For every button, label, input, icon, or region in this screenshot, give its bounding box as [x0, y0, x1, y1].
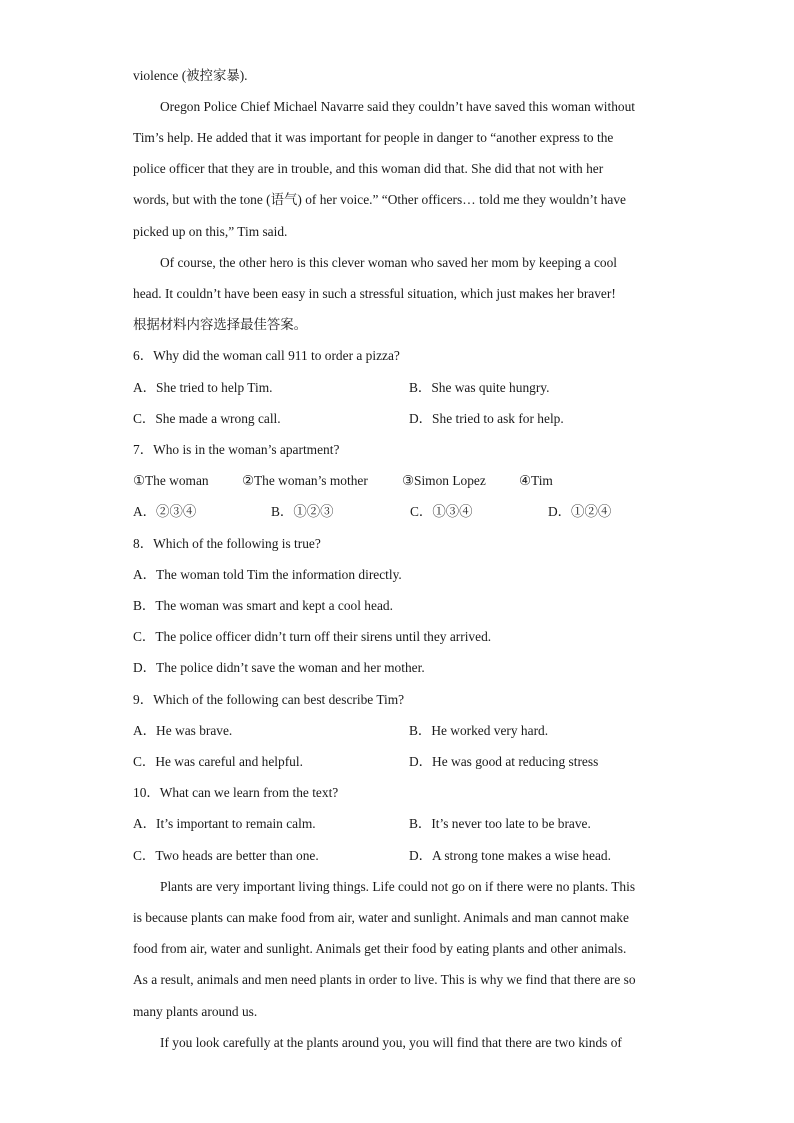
q8-option-a: A．The woman told Tim the information directly.	[133, 567, 402, 582]
passage2-line: is because plants can make food from air, water and sunlight. Animals and man cannot make	[133, 910, 629, 925]
q6-option-a: A．She tried to help Tim.	[133, 380, 273, 395]
q7-option-a: A．②③④	[133, 504, 197, 519]
passage-line: violence (被控家暴).	[133, 68, 248, 83]
q9-option-a: A．He was brave.	[133, 723, 233, 738]
q9-option-b: B．He worked very hard.	[409, 723, 549, 738]
q10-option-d: D．A strong tone makes a wise head.	[409, 848, 611, 863]
passage-line: Oregon Police Chief Michael Navarre said they couldn’t have saved this woman without	[160, 99, 635, 114]
q8-option-d: D．The police didn’t save the woman and her mother.	[133, 660, 425, 675]
passage-line: words, but with the tone (语气) of her voice.” “Other officers… told me they wouldn’t have	[133, 192, 626, 207]
q7-option-c: C．①③④	[410, 504, 473, 519]
instruction-text: 根据材料内容选择最佳答案。	[133, 317, 308, 332]
q8-option-c: C．The police officer didn’t turn off their sirens until they arrived.	[133, 629, 492, 644]
passage2-line: Plants are very important living things. Life could not go on if there were no plants. This	[160, 879, 636, 894]
q10-option-a: A．It’s important to remain calm.	[133, 816, 316, 831]
q7-item-4: ④Tim	[519, 473, 553, 488]
passage-line: Of course, the other hero is this clever woman who saved her mom by keeping a cool	[160, 255, 618, 270]
passage2-line: many plants around us.	[133, 1004, 258, 1019]
q10-option-c: C．Two heads are better than one.	[133, 848, 319, 863]
q7-item-3: ③Simon Lopez	[402, 473, 486, 488]
q7-option-d: D．①②④	[548, 504, 612, 519]
q6-option-b: B．She was quite hungry.	[409, 380, 550, 395]
passage-line: picked up on this,” Tim said.	[133, 224, 288, 239]
question-6-stem: 6．Why did the woman call 911 to order a pizza?	[133, 348, 400, 363]
q8-option-b: B．The woman was smart and kept a cool head.	[133, 598, 393, 613]
question-10-stem: 10．What can we learn from the text?	[133, 785, 339, 800]
question-8-stem: 8．Which of the following is true?	[133, 536, 321, 551]
passage-line: police officer that they are in trouble, and this woman did that. She did that not with her	[133, 161, 604, 176]
q7-item-1: ①The woman	[133, 473, 209, 488]
q6-option-c: C．She made a wrong call.	[133, 411, 281, 426]
q10-option-b: B．It’s never too late to be brave.	[409, 816, 591, 831]
passage2-line: As a result, animals and men need plants in order to live. This is why we find that there are so	[133, 972, 636, 987]
q9-option-c: C．He was careful and helpful.	[133, 754, 303, 769]
question-7-stem: 7．Who is in the woman’s apartment?	[133, 442, 340, 457]
passage2-line: food from air, water and sunlight. Animals get their food by eating plants and other animals.	[133, 941, 627, 956]
question-9-stem: 9．Which of the following can best describe Tim?	[133, 692, 405, 707]
passage-line: head. It couldn’t have been easy in such a stressful situation, which just makes her braver!	[133, 286, 616, 301]
q7-item-2: ②The woman’s mother	[242, 473, 368, 488]
passage-line: Tim’s help. He added that it was important for people in danger to “another express to the	[133, 130, 614, 145]
q7-option-b: B．①②③	[271, 504, 334, 519]
q9-option-d: D．He was good at reducing stress	[409, 754, 599, 769]
passage2-line: If you look carefully at the plants around you, you will find that there are two kinds of	[160, 1035, 622, 1050]
q6-option-d: D．She tried to ask for help.	[409, 411, 564, 426]
